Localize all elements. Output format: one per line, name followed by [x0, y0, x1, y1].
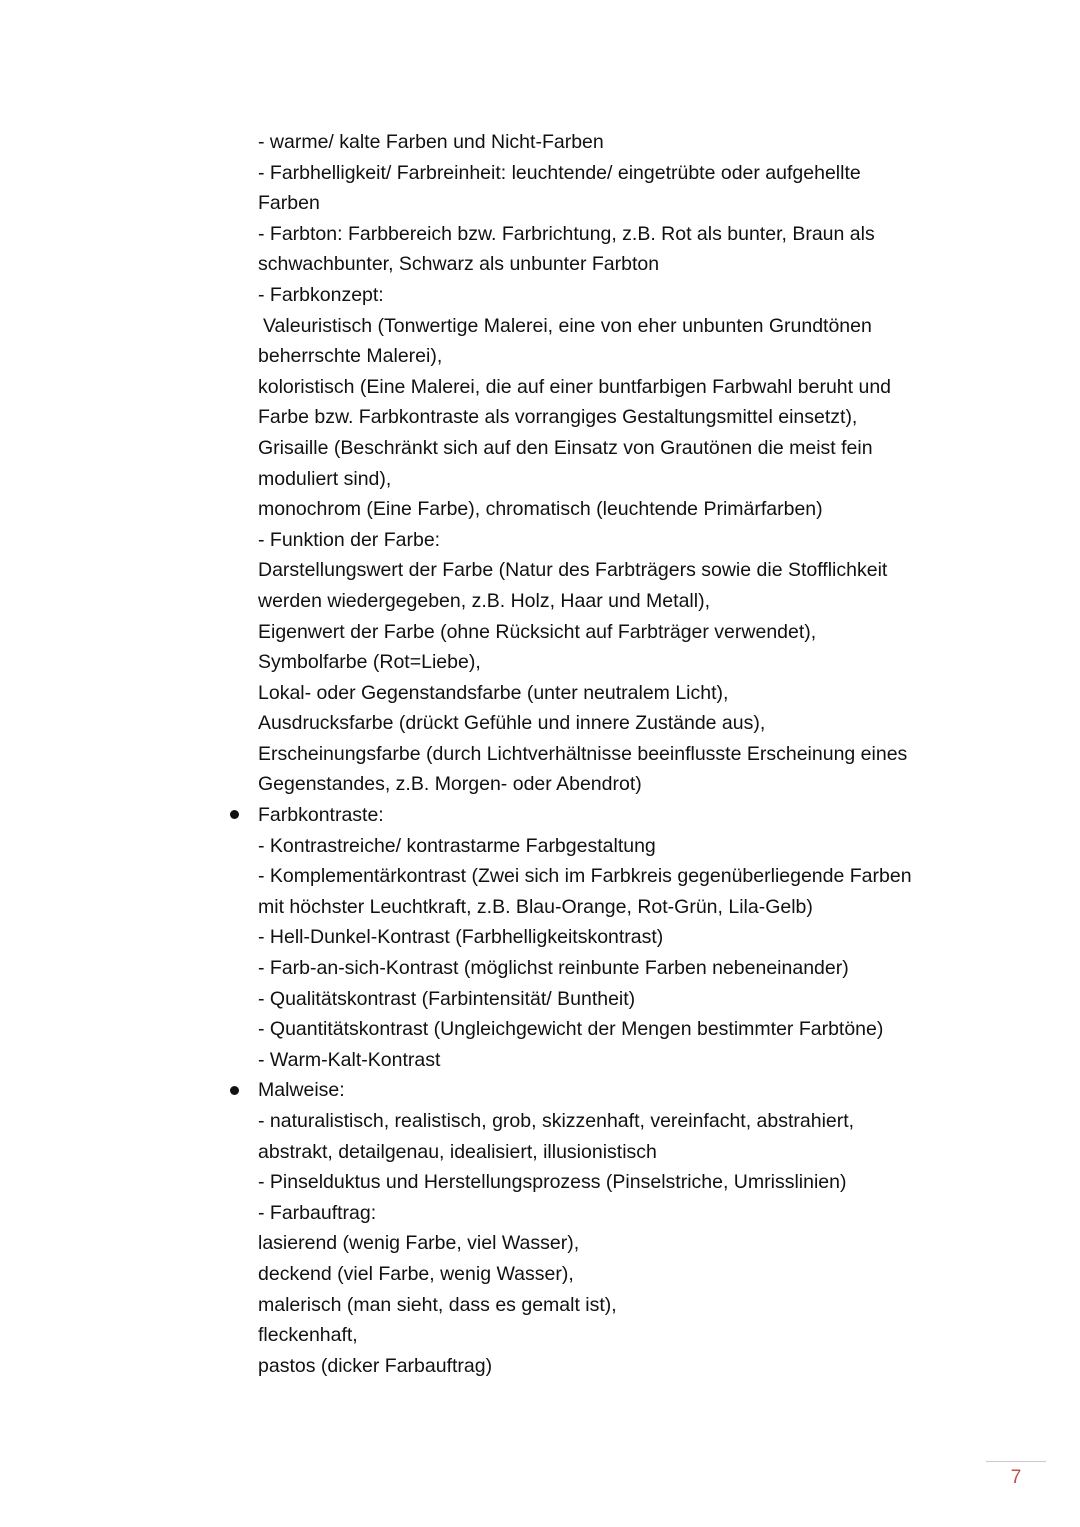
text-line: pastos (dicker Farbauftrag) [258, 1354, 493, 1377]
text-line: Erscheinungsfarbe (durch Lichtverhältnisse beeinflusste Erscheinung eines [258, 742, 908, 765]
text-line: Farbe bzw. Farbkontraste als vorrangiges Gestaltungsmittel einsetzt), [258, 406, 858, 429]
bullet-heading: Malweise: [258, 1079, 345, 1102]
document-body [0, 127, 1080, 1381]
text-line: - Kontrastreiche/ kontrastarme Farbgestaltung [258, 834, 656, 857]
text-line: fleckenhaft, [258, 1324, 358, 1347]
text-line: Ausdrucksfarbe (drückt Gefühle und innere Zustände aus), [258, 712, 766, 735]
text-line: - Farbhelligkeit/ Farbreinheit: leuchtende/ eingetrübte oder aufgehellte [258, 161, 861, 184]
page-number: 7 [1010, 1467, 1022, 1488]
text-line: - Farbauftrag: [258, 1201, 377, 1224]
text-line: Darstellungswert der Farbe (Natur des Farbträgers sowie die Stofflichkeit [258, 559, 888, 582]
bullet-icon [227, 1075, 241, 1106]
text-line: schwachbunter, Schwarz als unbunter Farbton [258, 253, 660, 276]
bullet-heading: Farbkontraste: [258, 804, 384, 827]
text-line: Farben [258, 192, 320, 215]
text-line: - Warm-Kalt-Kontrast [258, 1048, 441, 1071]
bullet-item-malweise [258, 1075, 1080, 1106]
bullet-icon [227, 800, 241, 831]
text-line: beherrschte Malerei), [258, 345, 443, 368]
text-line: - naturalistisch, realistisch, grob, skizzenhaft, vereinfacht, abstrahiert, [258, 1110, 855, 1132]
text-line: moduliert sind), [258, 467, 392, 490]
text-line: werden wiedergegeben, z.B. Holz, Haar und Metall), [258, 589, 710, 612]
text-line: - Quantitätskontrast (Ungleichgewicht der Mengen bestimmter Farbtöne) [258, 1018, 884, 1041]
bullet-item-farbkontraste [258, 800, 1080, 831]
text-line: Valeuristisch (Tonwertige Malerei, eine von eher unbunten Grundtönen [263, 314, 872, 337]
text-line: - Hell-Dunkel-Kontrast (Farbhelligkeitskontrast) [258, 926, 664, 949]
text-line: monochrom (Eine Farbe), chromatisch (leuchtende Primärfarben) [258, 498, 823, 521]
text-line: Eigenwert der Farbe (ohne Rücksicht auf Farbträger verwendet), [258, 620, 817, 643]
text-line: - Farbton: Farbbereich bzw. Farbrichtung, z.B. Rot als bunter, Braun als [258, 222, 875, 245]
text-line: - Funktion der Farbe: [258, 528, 441, 551]
text-line: - Komplementärkontrast (Zwei sich im Farbkreis gegenüberliegende Farben [258, 865, 912, 888]
text-line: - warme/ kalte Farben und Nicht-Farben [258, 131, 604, 153]
text-line: Symbolfarbe (Rot=Liebe), [258, 651, 481, 674]
text-line: lasierend (wenig Farbe, viel Wasser), [258, 1232, 580, 1255]
text-line: malerisch (man sieht, dass es gemalt ist), [258, 1293, 617, 1316]
text-line: - Farbkonzept: [258, 283, 384, 306]
text-line: - Farb-an-sich-Kontrast (möglichst reinbunte Farben nebeneinander) [258, 957, 849, 980]
text-line: - Pinselduktus und Herstellungsprozess (Pinselstriche, Umrisslinien) [258, 1171, 847, 1194]
text-line: mit höchster Leuchtkraft, z.B. Blau-Orange, Rot-Grün, Lila-Gelb) [258, 895, 813, 918]
text-line: - Qualitätskontrast (Farbintensität/ Buntheit) [258, 987, 636, 1010]
text-line: abstrakt, detailgenau, idealisiert, illusionistisch [258, 1140, 657, 1163]
text-line: Grisaille (Beschränkt sich auf den Einsatz von Grautönen die meist fein [258, 436, 873, 459]
text-line: deckend (viel Farbe, wenig Wasser), [258, 1262, 574, 1285]
text-line: Gegenstandes, z.B. Morgen- oder Abendrot) [258, 773, 642, 796]
text-line: koloristisch (Eine Malerei, die auf einer buntfarbigen Farbwahl beruht und [258, 375, 892, 398]
footer-rule [986, 1461, 1046, 1462]
text-line: Lokal- oder Gegenstandsfarbe (unter neutralem Licht), [258, 681, 729, 704]
